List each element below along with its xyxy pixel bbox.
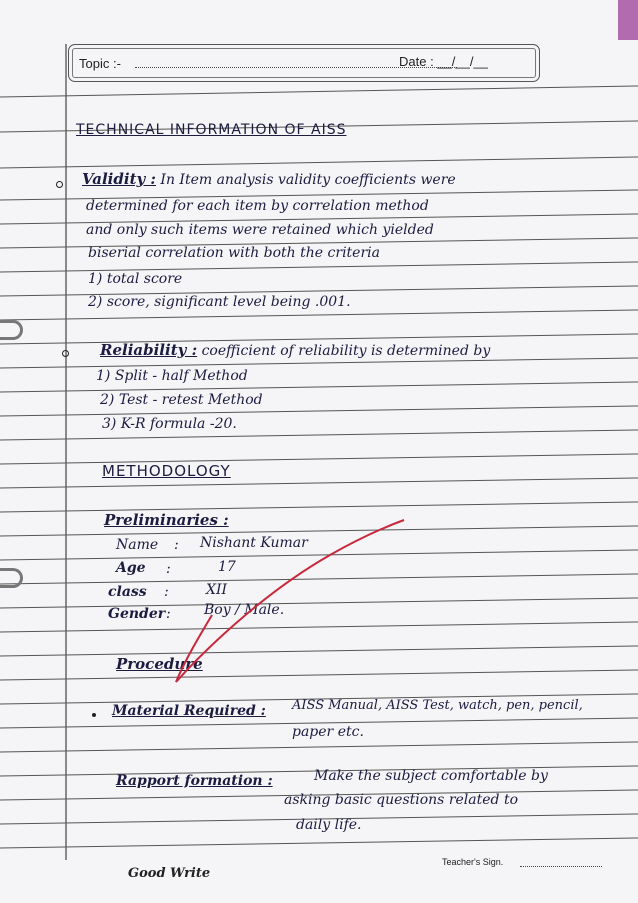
procedure-heading: Procedure [116,655,203,673]
field-colon: : [166,561,171,577]
validity-line: determined for each item by correlation method [86,198,429,214]
date-label: Date : __/__/__ [399,54,488,69]
rapport-line: asking basic questions related to [284,792,518,808]
field-value: 17 [218,559,236,575]
field-label: Age [116,560,146,576]
rapport-label: Rapport formation : [116,773,273,789]
field-label: Name [116,537,159,553]
field-colon: : [164,584,169,600]
rapport-line: daily life. [296,817,362,833]
criteria-item: 1) total score [88,271,183,287]
methodology-heading: METHODOLOGY [102,462,231,480]
reliability-heading: Reliability : [100,341,198,359]
field-value: Nishant Kumar [200,535,308,551]
validity-line: and only such items were retained which yielded [86,222,434,238]
rapport-line: Make the subject comfortable by [314,768,548,784]
field-colon: : [174,537,179,553]
field-value: Boy / Male. [204,602,285,618]
reliability-method: 3) K-R formula -20. [102,416,237,432]
field-label: Gender [108,606,166,622]
topic-label: Topic :- [79,56,121,71]
field-label: class [108,584,147,600]
teacher-sign-line [520,866,602,867]
field-colon: : [166,606,171,622]
material-label: Material Required : [112,703,266,719]
validity-heading: Validity : [82,170,156,188]
validity-line: In Item analysis validity coefficients were [160,172,456,188]
brand-logo: Good Write [128,866,211,881]
page-title: TECHNICAL INFORMATION OF AISS [76,122,347,138]
reliability-text: coefficient of reliability is determined by [201,343,491,359]
material-line: paper etc. [292,724,364,740]
material-line: AISS Manual, AISS Test, watch, pen, pencil, [292,698,583,713]
teacher-sign-label: Teacher's Sign. [442,857,504,867]
reliability-method: 2) Test - retest Method [100,392,263,408]
preliminaries-heading: Preliminaries : [104,511,229,529]
field-value: XII [206,582,228,598]
reliability-method: 1) Split - half Method [96,368,248,384]
validity-line: biserial correlation with both the criteria [88,245,380,261]
criteria-item: 2) score, significant level being .001. [88,294,351,310]
